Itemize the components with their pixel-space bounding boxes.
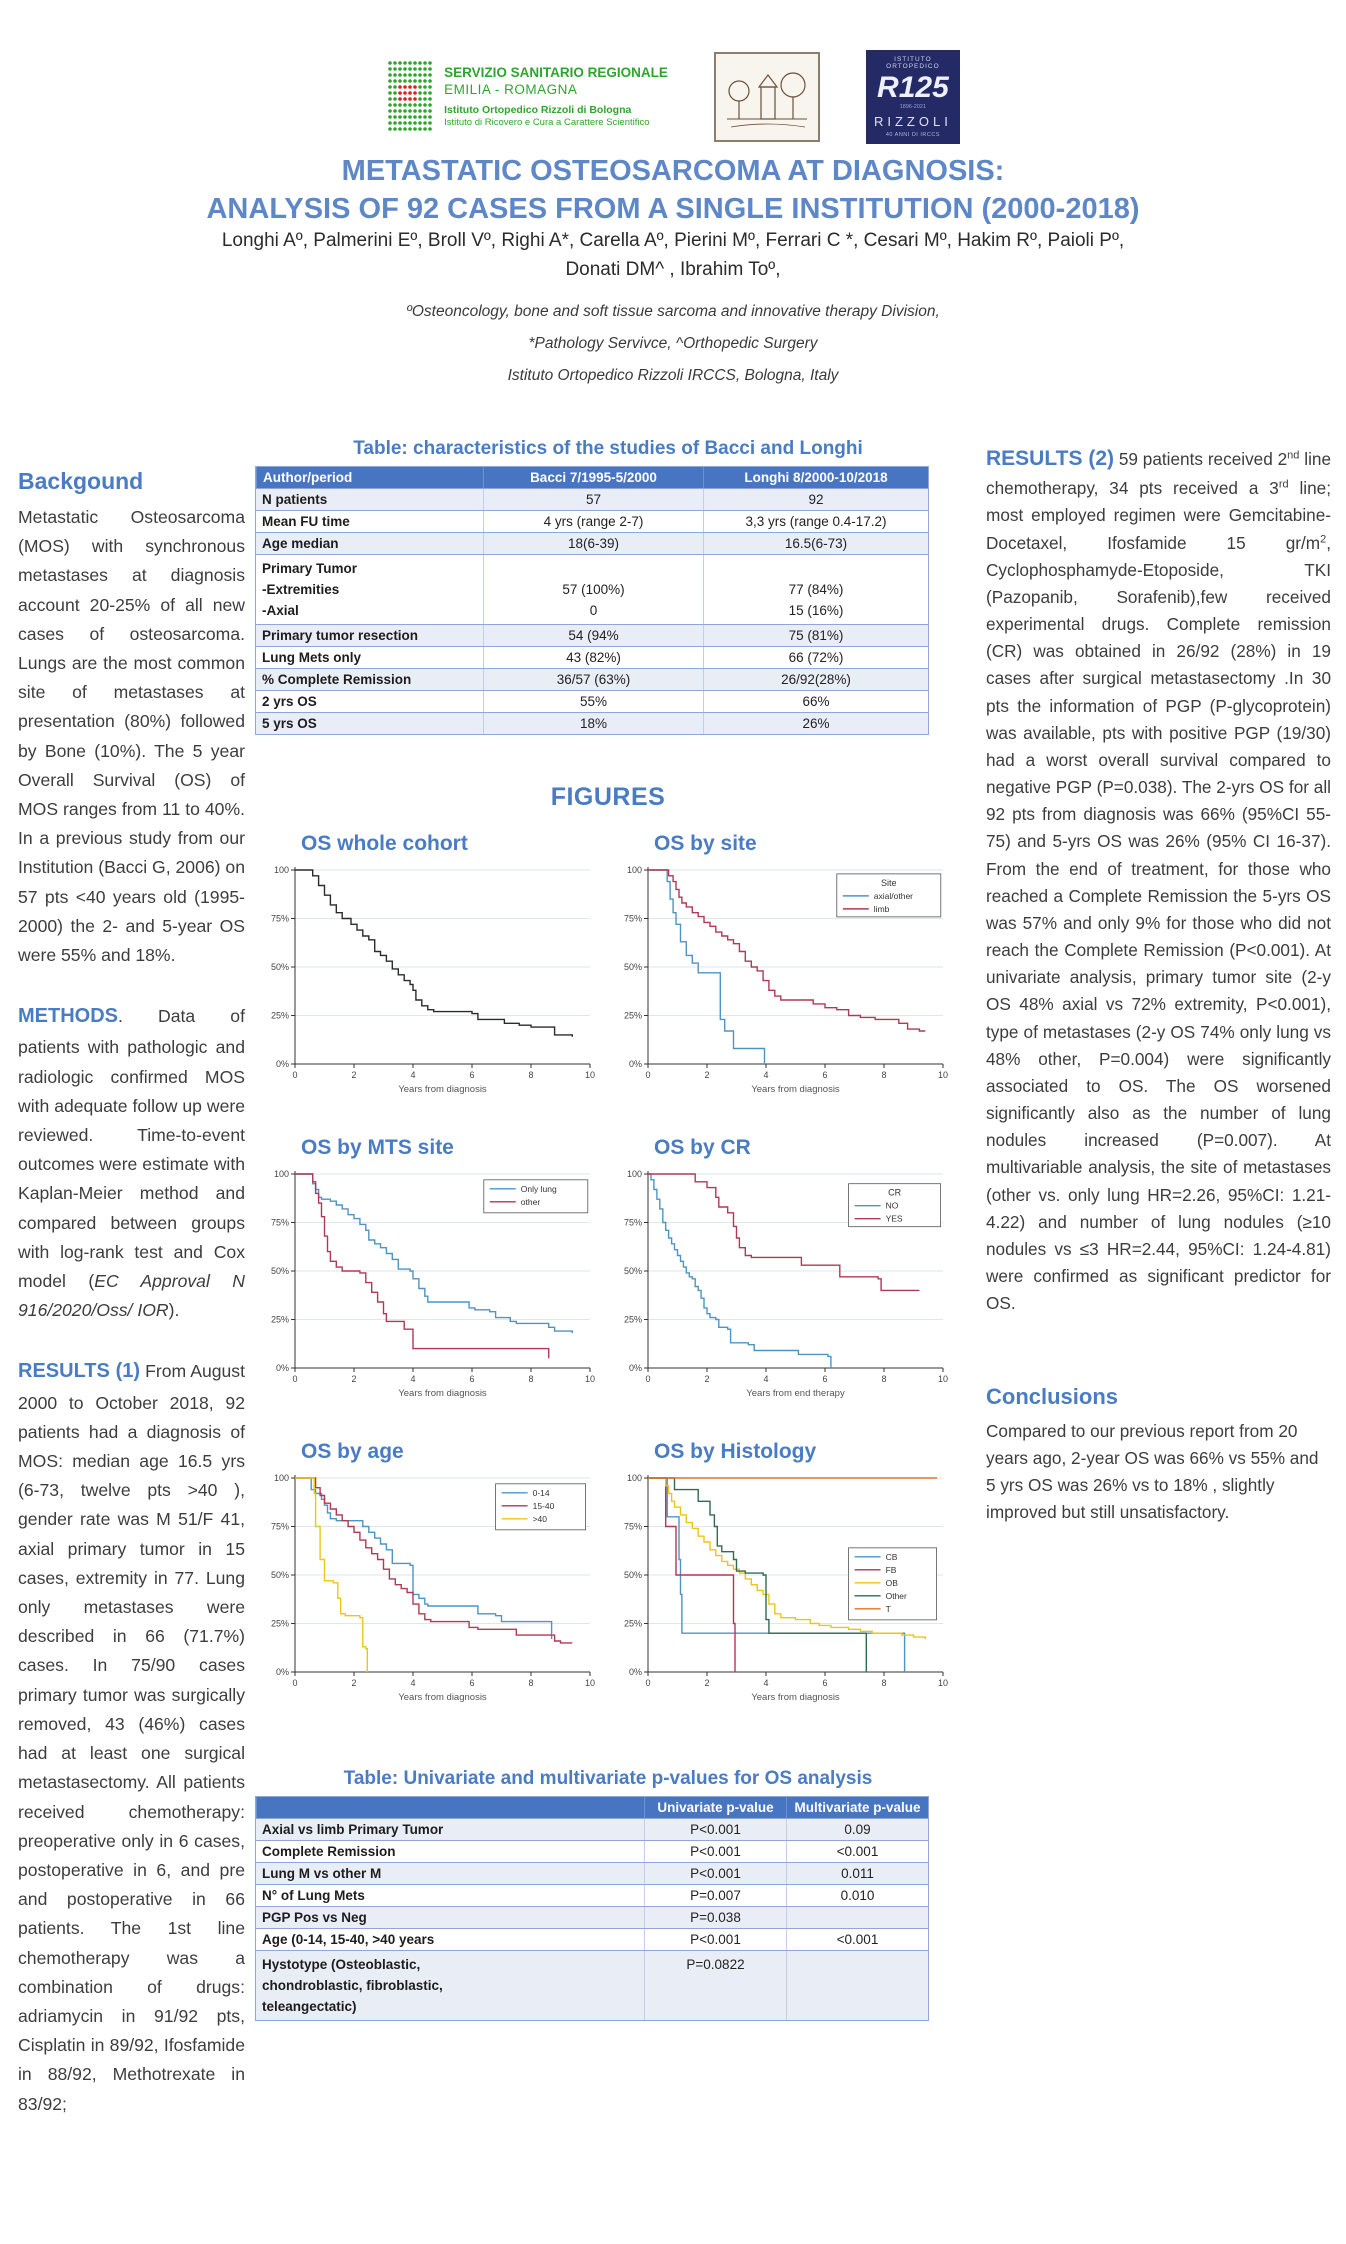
row-value <box>703 555 928 624</box>
row-label: 5 yrs OS <box>262 716 317 731</box>
svg-text:limb: limb <box>873 903 890 914</box>
svg-text:Years from diagnosis: Years from diagnosis <box>398 1084 487 1095</box>
svg-text:8: 8 <box>881 1070 887 1080</box>
svg-text:4: 4 <box>410 1678 416 1688</box>
figure-os-by-age <box>255 1440 608 1706</box>
row-value-line: 0 <box>589 603 598 618</box>
title-line-2: ANALYSIS OF 92 CASES FROM A SINGLE INSTITUTION (2000-2018) <box>206 193 1140 226</box>
svg-text:2: 2 <box>704 1070 710 1080</box>
km-os-by-age-svg <box>255 1468 600 1706</box>
affiliation-line-2: *Pathology Servivce, ^Orthopedic Surgery <box>528 334 818 352</box>
table-row <box>256 1928 928 1950</box>
svg-text:0: 0 <box>645 1678 651 1688</box>
svg-text:6: 6 <box>822 1678 828 1688</box>
table-row <box>256 646 928 668</box>
row-value <box>483 555 703 624</box>
logo-line: Istituto Ortopedico Rizzoli di Bologna <box>444 103 632 116</box>
svg-text:Years from diagnosis: Years from diagnosis <box>398 1388 487 1399</box>
row-label-line: -Axial <box>262 603 299 618</box>
svg-text:Other: Other <box>885 1590 907 1601</box>
authors-line-1: Longhi Aº, Palmerini Eº, Broll Vº, Righi A*, Carella Aº, Pierini Mº, Ferrari C *, Cesari Mº, Hakim Rº, Paioli Pº, <box>221 230 1125 251</box>
background-heading: Backgound <box>18 468 144 494</box>
figures-heading: FIGURES <box>550 783 666 811</box>
title-line-1: METASTATIC OSTEOSARCOMA AT DIAGNOSIS: <box>341 155 1005 187</box>
rizzoli-bottom-text: 40 ANNI DI IRCCS <box>885 132 940 138</box>
etching-logo <box>714 52 820 142</box>
km-os-by-histology-svg <box>608 1468 953 1706</box>
row-value <box>644 1951 786 2020</box>
svg-text:75%: 75% <box>270 1521 289 1532</box>
row-label: Lung M vs other M <box>262 1866 382 1881</box>
row-value: P=0.007 <box>644 1885 786 1906</box>
svg-text:Years from diagnosis: Years from diagnosis <box>751 1692 840 1703</box>
figures-grid <box>255 832 961 1706</box>
row-value: 57 <box>483 489 703 510</box>
row-value-line: P=0.0822 <box>686 1957 745 1972</box>
logo-line: Istituto di Ricovero e Cura a Carattere Scientifico <box>444 117 650 128</box>
conclusions-heading: Conclusions <box>986 1383 1119 1409</box>
logo-line: EMILIA - ROMAGNA <box>444 82 578 97</box>
methods-text-end: ). <box>168 1300 180 1321</box>
pvalues-table <box>255 1796 929 2021</box>
results2-text: line chemotherapy, 34 pts received a 3 <box>986 449 1332 499</box>
table1-caption: Table: characteristics of the studies of Bacci and Longhi <box>353 438 863 459</box>
svg-text:T: T <box>885 1603 891 1614</box>
row-label: Age (0-14, 15-40, >40 years <box>262 1932 435 1947</box>
row-value-line: 57 (100%) <box>562 582 625 597</box>
svg-text:0%: 0% <box>275 1667 289 1677</box>
emilia-romagna-health-logo <box>386 59 668 135</box>
row-label: N patients <box>262 492 328 507</box>
row-value: 75 (81%) <box>703 625 928 646</box>
table2-header-cell: Multivariate p-value <box>786 1797 928 1818</box>
km-os-whole-cohort-svg <box>255 860 600 1098</box>
logo-line: SERVIZIO SANITARIO REGIONALE <box>444 65 668 81</box>
studies-comparison-table <box>255 466 929 735</box>
svg-text:0: 0 <box>292 1678 298 1688</box>
authors-line-2: Donati DM^ , Ibrahim Toº, <box>565 259 781 281</box>
km-chart-os-by-site <box>608 860 953 1098</box>
superscript: 2 <box>1320 532 1327 545</box>
row-label: N° of Lung Mets <box>262 1888 365 1903</box>
svg-text:75%: 75% <box>270 1217 289 1228</box>
row-value <box>786 1907 928 1928</box>
health-service-logo-text <box>444 65 668 129</box>
superscript: nd <box>1287 449 1300 462</box>
svg-text:NO: NO <box>885 1200 899 1211</box>
svg-text:50%: 50% <box>623 1266 642 1276</box>
figure-os-by-histology <box>608 1440 961 1706</box>
svg-text:2: 2 <box>351 1070 357 1080</box>
rizzoli-logo-top-text: ISTITUTO ORTOPEDICO <box>886 56 940 70</box>
svg-text:0%: 0% <box>628 1363 642 1373</box>
table-row <box>256 532 928 554</box>
table2-caption: Table: Univariate and multivariate p-values for OS analysis <box>343 1768 873 1789</box>
svg-text:10: 10 <box>584 1678 596 1688</box>
svg-text:10: 10 <box>937 1070 949 1080</box>
table-row <box>256 668 928 690</box>
table1-header-cell: Longhi 8/2000-10/2018 <box>703 467 928 488</box>
row-value: 4 yrs (range 2-7) <box>483 511 703 532</box>
row-label-line: -Extremities <box>262 582 340 597</box>
svg-text:0: 0 <box>645 1070 651 1080</box>
results1-text: From August 2000 to October 2018, 92 patients had a diagnosis of MOS: median age 16.5 yrs (6-73, twelve pts >40 ), gender rate was M 51/F 41, axial primary tumor in 15 cases, extremity in 77. Lung only metastases were described in 66 (71.7%) cases. In 75/90 cases primary tumor was surgically removed, 43 (46%) cases had at least one surgical metastasectomy. All patients received chemotherapy: preoperative only in 6 cases, postoperative in 6, and pre and postoperative in 66 patients. The 1st line chemotherapy was a combination of drugs: adriamycin in 91/92 pts, Cisplatin in 89/92, Ifosfamide in 88/92, Methotrexate in 83/92; <box>18 1361 245 2114</box>
row-label: Complete Remission <box>262 1844 396 1859</box>
svg-text:75%: 75% <box>623 1521 642 1532</box>
svg-text:6: 6 <box>469 1070 475 1080</box>
svg-text:2: 2 <box>704 1678 710 1688</box>
svg-text:4: 4 <box>763 1070 769 1080</box>
row-value-line: 15 (16%) <box>788 603 844 618</box>
svg-text:10: 10 <box>937 1374 949 1384</box>
svg-text:8: 8 <box>528 1374 534 1384</box>
row-value: 16.5(6-73) <box>703 533 928 554</box>
row-label: Axial vs limb Primary Tumor <box>262 1822 444 1837</box>
km-chart-os-by-age <box>255 1468 600 1706</box>
table1-header-cell: Bacci 7/1995-5/2000 <box>483 467 703 488</box>
svg-text:75%: 75% <box>270 913 289 924</box>
table-row <box>256 690 928 712</box>
dot-grid-logo-icon <box>386 59 434 135</box>
svg-text:10: 10 <box>937 1678 949 1688</box>
table-row-hystotype <box>256 1950 928 2020</box>
authors <box>0 226 1346 285</box>
row-value: P<0.001 <box>644 1841 786 1862</box>
row-value: 18% <box>483 713 703 734</box>
figure-title: OS by MTS site <box>301 1136 454 1159</box>
km-chart-os-by-mts-site <box>255 1164 600 1402</box>
table2-header-row <box>256 1796 928 1818</box>
svg-text:2: 2 <box>351 1374 357 1384</box>
rizzoli-125-logo <box>866 50 960 144</box>
middle-column <box>255 438 961 2021</box>
figure-title: OS by age <box>301 1440 404 1463</box>
svg-text:50%: 50% <box>270 1266 289 1276</box>
svg-text:axial/other: axial/other <box>873 890 914 901</box>
table-row <box>256 488 928 510</box>
svg-text:0%: 0% <box>628 1059 642 1069</box>
methods-paragraph <box>18 1000 245 1325</box>
row-value: 0.011 <box>786 1863 928 1884</box>
poster-title <box>0 152 1346 229</box>
affiliations <box>0 296 1346 391</box>
svg-text:50%: 50% <box>623 962 642 972</box>
table-row <box>256 712 928 734</box>
svg-text:100: 100 <box>626 1169 642 1179</box>
row-value: 26/92(28%) <box>703 669 928 690</box>
svg-text:50%: 50% <box>270 962 289 972</box>
svg-text:4: 4 <box>410 1374 416 1384</box>
svg-text:CR: CR <box>888 1187 902 1198</box>
svg-text:0: 0 <box>645 1374 651 1384</box>
methods-approval-italic: EC Approval N 916/2020/Oss/ IOR <box>18 1271 245 1321</box>
svg-text:100: 100 <box>273 1473 289 1483</box>
svg-text:>40: >40 <box>532 1513 548 1524</box>
row-value <box>786 1951 928 2020</box>
svg-text:8: 8 <box>881 1374 887 1384</box>
results1-paragraph <box>18 1355 245 2118</box>
row-value: <0.001 <box>786 1929 928 1950</box>
row-value: 66 (72%) <box>703 647 928 668</box>
figure-title: OS whole cohort <box>301 832 468 855</box>
svg-text:100: 100 <box>626 865 642 875</box>
header <box>0 50 1346 144</box>
svg-text:50%: 50% <box>270 1570 289 1580</box>
figure-os-by-cr <box>608 1136 961 1402</box>
methods-text: . Data of patients with pathologic and radiologic confirmed MOS with adequate follow up were reviewed. Time-to-event outcomes were estimate with Kaplan-Meier method and compared between groups with log-rank test and Cox model ( <box>18 1006 245 1292</box>
svg-text:2: 2 <box>704 1374 710 1384</box>
svg-text:4: 4 <box>763 1374 769 1384</box>
svg-text:25%: 25% <box>270 1314 289 1325</box>
results1-heading: RESULTS (1) <box>18 1360 141 1383</box>
svg-text:100: 100 <box>273 865 289 875</box>
row-label: PGP Pos vs Neg <box>262 1910 367 1925</box>
svg-text:25%: 25% <box>623 1618 642 1629</box>
svg-text:0: 0 <box>292 1070 298 1080</box>
row-value: P<0.001 <box>644 1863 786 1884</box>
results2-text: line; most employed regimen were Gemcitabine-Docetaxel, Ifosfamide 15 gr/m <box>986 478 1331 553</box>
svg-text:Years from end therapy: Years from end therapy <box>746 1388 845 1399</box>
table1-header-cell: Author/period <box>256 467 483 488</box>
row-label: Age median <box>262 536 339 551</box>
svg-text:50%: 50% <box>623 1570 642 1580</box>
table-row <box>256 1906 928 1928</box>
table-row <box>256 1884 928 1906</box>
table2-header-cell: Univariate p-value <box>644 1797 786 1818</box>
row-value: 18(6-39) <box>483 533 703 554</box>
table-row-primary-tumor <box>256 554 928 624</box>
svg-text:OB: OB <box>885 1577 898 1588</box>
row-value: <0.001 <box>786 1841 928 1862</box>
svg-text:6: 6 <box>822 1374 828 1384</box>
rizzoli-name: RIZZOLI <box>873 113 952 129</box>
svg-text:8: 8 <box>528 1678 534 1688</box>
row-value: 3,3 yrs (range 0.4-17.2) <box>703 511 928 532</box>
svg-text:CB: CB <box>885 1551 898 1562</box>
svg-text:YES: YES <box>885 1213 903 1224</box>
affiliation-line-1: ºOsteoncology, bone and soft tissue sarcoma and innovative therapy Division, <box>406 303 940 320</box>
row-label <box>256 1951 644 2020</box>
row-value: P=0.038 <box>644 1907 786 1928</box>
svg-text:25%: 25% <box>270 1618 289 1629</box>
svg-text:Site: Site <box>881 877 897 888</box>
row-value: 92 <box>703 489 928 510</box>
svg-text:6: 6 <box>822 1070 828 1080</box>
table-row <box>256 1818 928 1840</box>
svg-text:other: other <box>520 1196 541 1207</box>
svg-text:100: 100 <box>273 1169 289 1179</box>
row-value-line <box>793 1954 922 1975</box>
km-chart-os-by-cr <box>608 1164 953 1402</box>
km-os-by-cr-svg <box>608 1164 953 1402</box>
methods-heading: METHODS <box>18 1005 118 1028</box>
svg-text:8: 8 <box>528 1070 534 1080</box>
row-label-line: chondroblastic, fibroblastic, <box>262 1978 443 1993</box>
svg-text:6: 6 <box>469 1678 475 1688</box>
svg-text:4: 4 <box>410 1070 416 1080</box>
results2-paragraph <box>986 442 1331 1318</box>
etching-illustration-icon <box>723 61 811 133</box>
figure-title: OS by Histology <box>654 1440 817 1463</box>
row-value: 26% <box>703 713 928 734</box>
svg-text:2: 2 <box>351 1678 357 1688</box>
svg-text:25%: 25% <box>270 1010 289 1021</box>
figure-title: OS by site <box>654 832 757 855</box>
svg-text:25%: 25% <box>623 1010 642 1021</box>
svg-text:Years from diagnosis: Years from diagnosis <box>751 1084 840 1095</box>
results2-text: 59 patients received 2 <box>1114 449 1288 469</box>
row-value: 43 (82%) <box>483 647 703 668</box>
table1-header-row <box>256 466 928 488</box>
table-row <box>256 1862 928 1884</box>
svg-text:6: 6 <box>469 1374 475 1384</box>
row-label: Mean FU time <box>262 514 350 529</box>
figure-os-by-mts-site <box>255 1136 608 1402</box>
svg-text:Years from diagnosis: Years from diagnosis <box>398 1692 487 1703</box>
affiliation-line-3: Istituto Ortopedico Rizzoli IRCCS, Bologna, Italy <box>507 366 839 384</box>
background-paragraph: Metastatic Osteosarcoma (MOS) with synchronous metastases at diagnosis account 20-25% of all new cases of osteosarcoma. Lungs are the most common site of metastases at presentation (80%) followed by Bone (10%). The 5 year Overall Survival (OS) of MOS ranges from 11 to 40%. In a previous study from our Institution (Bacci G, 2006) on 57 pts <40 years old (1995-2000) the 2- and 5-year OS were 55% and 18%. <box>18 507 245 966</box>
row-value-line: 77 (84%) <box>788 582 844 597</box>
superscript: rd <box>1278 478 1289 491</box>
row-label: % Complete Remission <box>262 672 412 687</box>
row-label-line: teleangectatic) <box>262 1999 357 2014</box>
km-chart-os-by-histology <box>608 1468 953 1706</box>
svg-text:8: 8 <box>881 1678 887 1688</box>
svg-text:FB: FB <box>885 1564 897 1575</box>
row-value: 0.09 <box>786 1819 928 1840</box>
right-column <box>986 442 1331 1526</box>
svg-text:0%: 0% <box>275 1363 289 1373</box>
row-value: P<0.001 <box>644 1819 786 1840</box>
row-label-line: Primary Tumor <box>262 561 358 576</box>
svg-text:25%: 25% <box>623 1314 642 1325</box>
row-value: 54 (94% <box>483 625 703 646</box>
results2-text: , Cyclophosphamyde-Etoposide, TKI (Pazopanib, Sorafenib),few received experimental drugs. Complete remission (CR) was obtained in 26/92 (28%) in 19 cases after surgical metastasectomy .In 30 pts the information of PGP (P-glycoprotein) was available, pts with positive PGP (19/30) had a worst overall survival compared to negative PGP (P=0.038). The 2-yrs OS for all 92 pts from diagnosis was 66% (95%CI 55-75) and 5-yrs OS was 26% (95% CI 16-37). From the end of treatment, for those who reached a Complete Remission the 5-yrs OS was 57% and only 9% for those who did not reach the Complete Remission (P<0.001). At univariate analysis, primary tumor site (2-y OS 48% axial vs 72% extremity, P<0.001), type of metastases (2-y OS 74% only lung vs 48% other, P=0.004) were significantly associated to OS. The OS worsened significantly also as the number of lung nodules increased (P=0.007). At multivariable analysis, the site of metastases (other vs. only lung HR=2.26, 95%CI: 1.21-4.22) and number of lung nodules (≥10 nodules vs ≤3 HR=2.44, 95%CI: 1.24-4.81) were confirmed as significant predictor for OS. <box>986 532 1331 1314</box>
km-os-by-site-svg <box>608 860 953 1098</box>
svg-text:10: 10 <box>584 1070 596 1080</box>
table-row <box>256 624 928 646</box>
row-value: 55% <box>483 691 703 712</box>
table-row <box>256 1840 928 1862</box>
row-label-line: Hystotype (Osteoblastic, <box>262 1957 421 1972</box>
svg-text:10: 10 <box>584 1374 596 1384</box>
row-value: 0.010 <box>786 1885 928 1906</box>
km-chart-os-whole-cohort <box>255 860 600 1098</box>
svg-text:0: 0 <box>292 1374 298 1384</box>
svg-text:0%: 0% <box>628 1667 642 1677</box>
rizzoli-years: 1896-2021 <box>899 104 927 110</box>
table-row <box>256 510 928 532</box>
row-label <box>256 555 483 624</box>
left-column <box>18 468 245 2119</box>
rizzoli-125-mark: R125 <box>877 70 949 104</box>
row-value: 36/57 (63%) <box>483 669 703 690</box>
table2-header-cell <box>256 1797 644 1818</box>
svg-text:Only lung: Only lung <box>520 1183 557 1194</box>
figure-os-by-site <box>608 832 961 1098</box>
svg-text:0-14: 0-14 <box>532 1487 550 1498</box>
svg-text:100: 100 <box>626 1473 642 1483</box>
svg-text:0%: 0% <box>275 1059 289 1069</box>
row-label: Primary tumor resection <box>262 628 419 643</box>
svg-text:75%: 75% <box>623 1217 642 1228</box>
svg-text:75%: 75% <box>623 913 642 924</box>
conclusions-paragraph: Compared to our previous report from 20 years ago, 2-year OS was 66% vs 55% and 5 yrs OS was 26% vs to 18% , slightly improved but still unsatisfactory. <box>986 1420 1319 1523</box>
row-label: Lung Mets only <box>262 650 361 665</box>
svg-text:15-40: 15-40 <box>532 1500 555 1511</box>
svg-text:4: 4 <box>763 1678 769 1688</box>
results2-heading: RESULTS (2) <box>986 447 1115 470</box>
km-os-by-mts-site-svg <box>255 1164 600 1402</box>
figure-os-whole-cohort <box>255 832 608 1098</box>
figure-title: OS by CR <box>654 1136 751 1159</box>
row-value: 66% <box>703 691 928 712</box>
row-value: P<0.001 <box>644 1929 786 1950</box>
row-label: 2 yrs OS <box>262 694 317 709</box>
